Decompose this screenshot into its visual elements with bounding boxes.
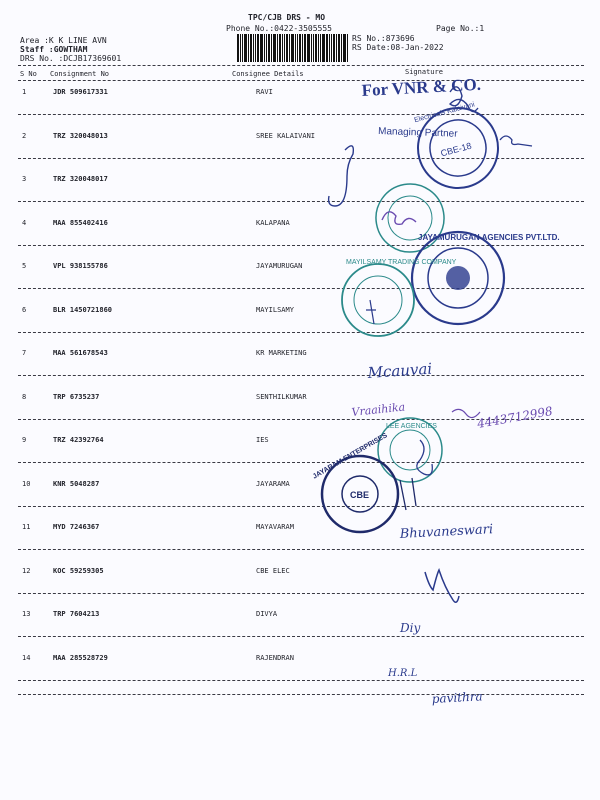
barcode-bar xyxy=(302,34,303,62)
row-consignee: RAJENDRAN xyxy=(256,653,294,662)
barcode-bar xyxy=(255,34,256,62)
barcode-bar xyxy=(248,34,249,62)
teal-stamp-row4 xyxy=(371,179,450,258)
pavithra-signature: pavithra xyxy=(431,689,483,706)
row-consignee: IES xyxy=(256,436,269,444)
row-sno: 2 xyxy=(22,131,27,140)
col-sno: S No xyxy=(20,70,37,78)
row-sno: 8 xyxy=(22,392,27,401)
divider xyxy=(18,80,584,81)
jayaram-stamp-city: CBE xyxy=(350,490,370,500)
row-consignee: KALAPANA xyxy=(256,218,290,227)
barcode-bar xyxy=(237,34,239,62)
row-consignee: MAYAVARAM xyxy=(256,523,294,531)
barcode-bar xyxy=(264,34,265,62)
row9-scribble xyxy=(417,440,433,475)
barcode-bar xyxy=(253,34,254,62)
rs-date: RS Date:08-Jan-2022 xyxy=(352,43,444,52)
row-consignment-no: MAA 561678543 xyxy=(53,349,108,357)
row11-signature: Bhuvaneswari xyxy=(399,522,494,542)
vnr-stamp-cbe: CBE-18 xyxy=(439,140,473,159)
row-sno: 1 xyxy=(22,88,27,96)
row-consignment-no: JDR 509617331 xyxy=(53,88,108,96)
row-consignee: SENTHILKUMAR xyxy=(256,392,307,401)
row-consignee: RAVI xyxy=(256,88,273,96)
barcode-bar xyxy=(326,34,328,62)
row-consignment-no: MYD 7246367 xyxy=(53,523,100,531)
row-consignment-no: TRZ 320048013 xyxy=(53,131,108,140)
row-divider xyxy=(18,506,584,507)
mayilsamy-stamp xyxy=(342,259,457,336)
row-divider xyxy=(18,114,584,115)
row-sno: 13 xyxy=(22,610,31,618)
barcode-bar xyxy=(289,34,290,62)
barcode-bar xyxy=(313,34,314,62)
row-divider xyxy=(18,680,584,681)
row8-signature: Vraaihika xyxy=(350,400,406,419)
mayilsamy-stamp-text: MAYILSAMY TRADING COMPANY xyxy=(346,259,457,266)
barcode-bar xyxy=(277,34,278,62)
row-consignment-no: TRP 6735237 xyxy=(53,392,100,401)
barcode-bar xyxy=(315,34,317,62)
barcode-bar xyxy=(291,34,294,62)
row-sno: 3 xyxy=(22,175,27,183)
row-consignee: KR MARKETING xyxy=(256,349,307,357)
barcode-bar xyxy=(257,34,259,62)
row7-signature: Mcauvai xyxy=(367,359,433,382)
barcode-bar xyxy=(250,34,252,62)
row-divider xyxy=(18,288,584,289)
managing-partner-text: Managing Partner xyxy=(377,126,458,140)
vnr-scribble xyxy=(450,87,478,112)
barcode-bar xyxy=(286,34,288,62)
row3-scribble xyxy=(329,146,354,206)
barcode-bar xyxy=(347,34,348,62)
barcode-bar xyxy=(282,34,283,62)
row-consignee: MAYILSAMY xyxy=(256,305,294,314)
drs-number: DRS No. :DCJB17369601 xyxy=(20,54,122,63)
page-number: Page No.:1 xyxy=(436,24,485,33)
barcode-bar xyxy=(329,34,330,62)
row-divider xyxy=(18,332,584,333)
row-divider xyxy=(18,201,584,202)
row-divider xyxy=(18,593,584,594)
row-sno: 11 xyxy=(22,523,31,531)
barcode-bar xyxy=(336,34,337,62)
row12-scribble xyxy=(425,570,459,602)
row-sno: 10 xyxy=(22,479,31,488)
row4-scribble xyxy=(382,212,416,225)
barcode-bar xyxy=(318,34,319,62)
barcode-bar xyxy=(244,34,247,62)
row-consignment-no: TRZ 320048017 xyxy=(53,175,108,183)
jayamurugan-stamp-text: JAYAMURUGAN AGENCIES PVT.LTD. xyxy=(418,233,560,242)
row-sno: 7 xyxy=(22,349,27,357)
ies-stamp xyxy=(378,418,442,482)
col-consignee: Consignee Details xyxy=(232,70,304,78)
barcode-bar xyxy=(299,34,301,62)
row-sno: 14 xyxy=(22,653,31,662)
row-consignee: SREE KALAIVANI xyxy=(256,131,316,140)
barcode-bar xyxy=(271,34,272,62)
barcode-bar xyxy=(341,34,342,62)
row-sno: 9 xyxy=(22,436,27,444)
barcode-bar xyxy=(273,34,276,62)
barcode-bar xyxy=(268,34,270,62)
row-sno: 4 xyxy=(22,218,27,227)
row-sno: 6 xyxy=(22,305,27,314)
divider xyxy=(18,65,584,66)
barcode-bar xyxy=(297,34,298,62)
row-consignee: DIVYA xyxy=(256,610,278,618)
barcode-bar xyxy=(338,34,340,62)
row-consignment-no: KNR 5048287 xyxy=(53,479,100,488)
row-divider xyxy=(18,158,584,159)
ies-stamp-text: LEE AGENCIES xyxy=(386,423,437,430)
row-consignee: JAYARAMA xyxy=(256,479,290,488)
barcode-bar xyxy=(279,34,281,62)
row13-signature: Diy xyxy=(400,621,421,635)
barcode-bar xyxy=(307,34,310,62)
barcode-bar xyxy=(242,34,243,62)
row-consignee: JAYAMURUGAN xyxy=(256,262,303,270)
row6-scribble xyxy=(366,300,376,324)
barcode-bar xyxy=(295,34,296,62)
row-divider xyxy=(18,419,584,420)
barcode-bar xyxy=(311,34,312,62)
vnr-sign-text: For VNR & CO. xyxy=(361,74,482,100)
row-sno: 12 xyxy=(22,566,31,575)
row-consignment-no: TRP 7604213 xyxy=(53,610,100,618)
barcode-bar xyxy=(260,34,263,62)
row-consignment-no: BLR 1450721860 xyxy=(53,305,113,314)
barcode-bar xyxy=(266,34,267,62)
barcode-bar xyxy=(322,34,325,62)
row8-phone-note: 4443712998 xyxy=(476,403,554,431)
barcode xyxy=(237,34,352,62)
barcode-bar xyxy=(343,34,346,62)
area-field: Area :K K LINE AVN xyxy=(20,36,107,45)
row-divider xyxy=(18,375,584,376)
vnr-stamp-ring: Electricals Kalaivani xyxy=(413,101,476,125)
row-divider xyxy=(18,462,584,463)
row-consignment-no: MAA 285528729 xyxy=(53,653,108,662)
row-consignment-no: VPL 938155786 xyxy=(53,262,108,270)
row14-signature: H.R.L xyxy=(388,668,418,679)
barcode-bar xyxy=(240,34,241,62)
col-signature: Signature xyxy=(405,68,443,76)
barcode-bar xyxy=(320,34,321,62)
row8-scribble xyxy=(452,409,480,417)
barcode-bar xyxy=(284,34,285,62)
document-title: TPC/CJB DRS - MO xyxy=(248,13,326,22)
vnr-stamp xyxy=(409,98,507,197)
barcode-bar xyxy=(333,34,335,62)
row-consignment-no: MAA 855402416 xyxy=(53,218,108,227)
jayaram-stamp xyxy=(312,432,398,532)
jayaram-stamp-text: JAYARAM ENTERPRISES xyxy=(311,432,389,481)
row-sno: 5 xyxy=(22,262,27,270)
jayamurugan-stamp xyxy=(412,232,560,324)
row-consignee: CBE ELEC xyxy=(256,566,290,575)
bottom-divider xyxy=(18,694,584,695)
row-consignment-no: KOC 59259305 xyxy=(53,566,104,575)
row-divider xyxy=(18,549,584,550)
phone-number: Phone No.:0422-3505555 xyxy=(226,24,332,33)
col-consignment: Consignment No xyxy=(50,70,110,78)
barcode-bar xyxy=(331,34,332,62)
row-divider xyxy=(18,245,584,246)
row-consignment-no: TRZ 42392764 xyxy=(53,436,104,444)
barcode-bar xyxy=(304,34,306,62)
rs-number: RS No.:873696 xyxy=(352,34,415,43)
staff-field: Staff :GOWTHAM xyxy=(20,45,88,54)
row-divider xyxy=(18,636,584,637)
vnr-scribble-2 xyxy=(500,136,532,146)
